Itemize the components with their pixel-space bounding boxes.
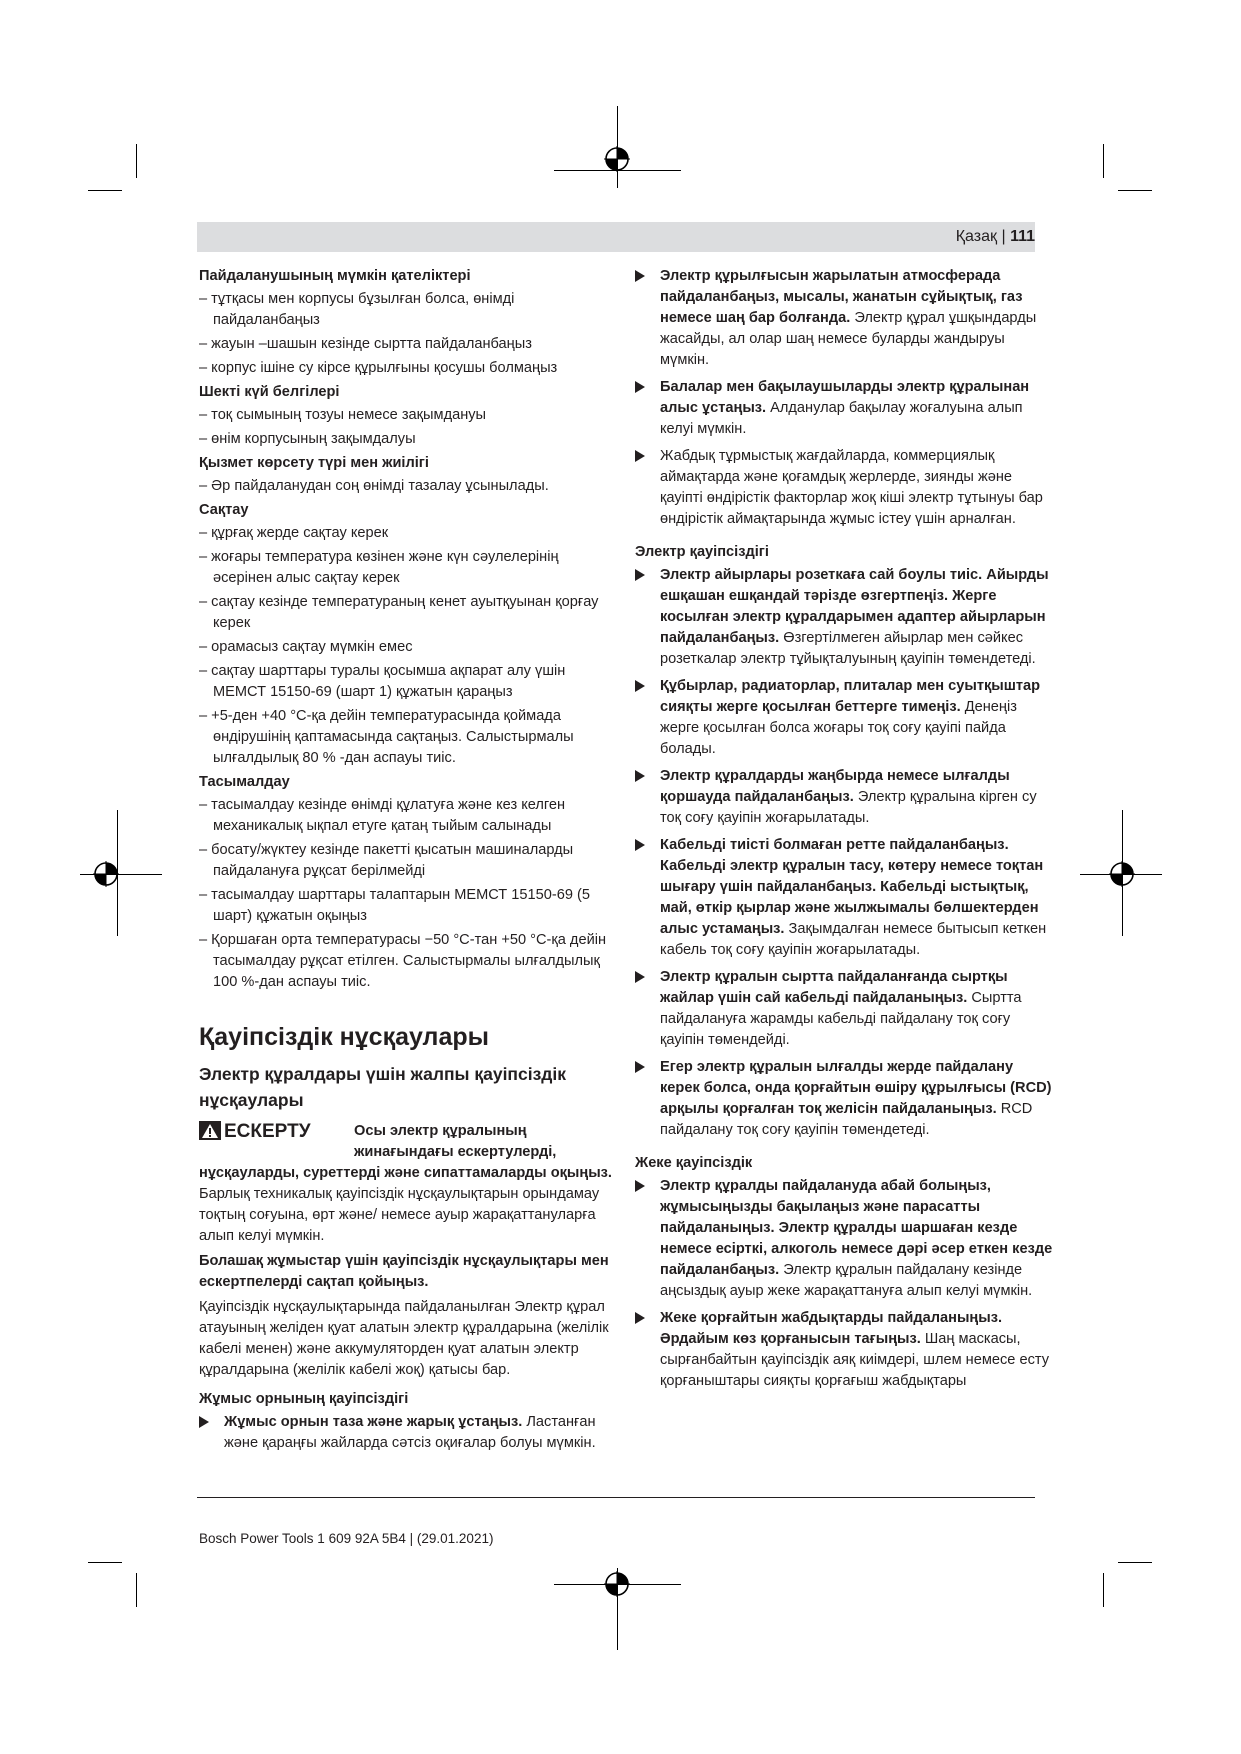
electrical-heading: Электр қауіпсіздігі <box>635 544 769 560</box>
bullet-item: Электр құралды пайдалануда абай болыңыз, жұмысыңызды бақылаңыз және парасатты пайдаланыңыз. Электр құралды шаршаған кезде немесе есірткі, алкоголь немесе дәрі әсер еткен кезде пайдаланбаңыз. Электр құралын пайдалану кезінде аңсыздық ауыр жеке жарақаттануға алып келуі мүмкін. <box>635 1176 1055 1302</box>
list-item: – жоғары температура көзінен және күн сәулелерінің әсерінен алыс сақтау керек <box>199 549 559 586</box>
list-item: – +5-ден +40 °C-қа дейін температурасында қоймада өндірушінің қаптамасында сақтаңыз. Салыстырмалы ылғалдылық 80 % -дан аспауы тиіс. <box>199 708 574 766</box>
section-limit-states <box>199 382 613 450</box>
section-service <box>199 453 613 497</box>
list-item: – жауын –шашын кезінде сыртта пайдаланбаңыз <box>199 336 532 352</box>
bullet-item: Электр айырлары розеткаға сай боулы тиіс. Айырды ешқашан ешқандай тәрізде өзгертпеңіз. Жерге косылған электр құралдарымен адаптер айырларын пайдаланбаңыз. Өзгертілмеген айырлар мен сәйкес розеткалар электр тұйықталуының қауіпін төмендетеді. <box>635 565 1055 670</box>
list-item: – орамасыз сақтау мүмкін емес <box>199 639 413 655</box>
bullet-item: Жеке қорғайтын жабдықтарды пайдаланыңыз. Әрдайым көз қорғанысын тағыңыз. Шаң маскасы, сырғанбайтын қауіпсіздік аяқ киімдері, шлем немесе есту қорғаныштары сияқты қорғағыш жабдықтары <box>635 1308 1055 1392</box>
section-title: Пайдаланушының мүмкін қателіктері <box>199 268 471 284</box>
registration-target-icon <box>604 146 630 172</box>
registration-target-icon <box>1109 861 1135 887</box>
section-title: Қызмет көрсету түрі мен жиілігі <box>199 455 429 471</box>
list-item: – Әр пайдаланудан соң өнімді тазалау ұсынылады. <box>199 478 549 494</box>
bullet-item: Жұмыс орнын таза және жарық ұстаңыз. Ластанған және қараңғы жайларда сәтсіз оқиғалар болуы мүмкін. <box>199 1412 613 1454</box>
list-item: – құрғақ жерде сақтау керек <box>199 525 389 541</box>
personal-heading: Жеке қауіпсіздік <box>635 1155 753 1171</box>
list-item: – өнім корпусының зақымдалуы <box>199 431 416 447</box>
list-item: – тоқ сымының тозуы немесе зақымдануы <box>199 407 487 423</box>
crop-mark <box>1103 144 1104 178</box>
list-item: – босату/жүктеу кезінде пакетті қысатын машиналарды пайдалануға рұқсат берілмейді <box>199 842 574 879</box>
crop-mark <box>136 1573 137 1607</box>
page-header: Қазақ | 111 <box>955 228 1035 245</box>
bullet-item: Кабельді тиісті болмаған ретте пайдаланбаңыз. Кабельді электр құралын тасу, көтеру немесе тоқтан шығару үшін пайдаланбаңыз. Кабельді ыстықтық, май, өткір қырлар және жылжымалы бөлшектерден алыс устамаңыз. Зақымдалған немесе бытысып кеткен кабель тоқ соғу қауіпін жоғарылатады. <box>635 835 1055 961</box>
general-safety-heading: Электр құралдары үшін жалпы қауіпсіздік нұсқаулары <box>199 1064 567 1110</box>
section-title: Сақтау <box>199 502 249 518</box>
list-item: – сақтау кезінде температураның кенет ауытқуынан қорғау керек <box>199 594 599 631</box>
bullet-item: Электр құралын сыртта пайдаланғанда сыртқы жайлар үшін сай кабельді пайдаланыңыз. Сыртта пайдалануға жарамды кабельді пайдалану тоқ соғу қауіпін төмендейді. <box>635 967 1055 1051</box>
section-title: Тасымалдау <box>199 774 290 790</box>
crop-mark <box>1103 1573 1104 1607</box>
page-number: 111 <box>1010 228 1035 245</box>
bullet-arrow-icon <box>635 1061 645 1073</box>
crop-mark <box>88 190 122 191</box>
warning-label <box>199 1121 354 1143</box>
safety-heading: Қауіпсіздік нұсқаулары <box>199 1023 489 1051</box>
bullet-arrow-icon <box>635 680 645 692</box>
registration-target-icon <box>93 861 119 887</box>
bullet-arrow-icon <box>635 1312 645 1324</box>
bullet-arrow-icon <box>635 450 645 462</box>
bullet-arrow-icon <box>635 270 645 282</box>
right-column <box>635 266 1055 1398</box>
bullet-item: Егер электр құралын ылғалды жерде пайдалану керек болса, онда қорғайтын өшіру құрылғысы (RCD) арқылы қорғалған тоқ желісін пайдаланыңыз. RCD пайдалану тоқ соғу қауіпін төмендетеді. <box>635 1057 1055 1141</box>
section-storage <box>199 500 613 769</box>
warning-triangle-icon <box>199 1121 221 1140</box>
crop-mark <box>1118 190 1152 191</box>
warning-label-text: ЕСКЕРТУ <box>224 1121 311 1142</box>
header-bar <box>197 222 1035 252</box>
bullet-arrow-icon <box>635 839 645 851</box>
warning-block <box>199 1121 613 1247</box>
section-user-errors <box>199 266 613 379</box>
footer-rule <box>197 1497 1035 1498</box>
bullet-arrow-icon <box>635 971 645 983</box>
bullet-arrow-icon <box>199 1416 209 1428</box>
workplace-heading: Жұмыс орнының қауіпсіздігі <box>199 1391 409 1407</box>
registration-target-icon <box>604 1571 630 1597</box>
bullet-arrow-icon <box>635 569 645 581</box>
term-paragraph: Қауіпсіздік нұсқаулықтарында пайдаланылған Электр құрал атауының желіден қуат алатын электр құралдарына (желілік кабелі менен) және аккумуляторден қуат алатын электр құралдарына (желілік кабелі жоқ) қатысы бар. <box>199 1299 609 1378</box>
keep-instructions: Болашақ жұмыстар үшін қауіпсіздік нұсқаулықтары мен ескертпелерді сақтап қойыңыз. <box>199 1253 609 1290</box>
crop-mark <box>88 1562 122 1563</box>
left-column <box>199 266 613 1460</box>
list-item: – сақтау шарттары туралы қосымша ақпарат алу үшін МЕМСТ 15150-69 (шарт 1) құжатын қараңыз <box>199 663 566 700</box>
crop-mark <box>1118 1562 1152 1563</box>
section-transport <box>199 772 613 993</box>
bullet-item: Электр құралдарды жаңбырда немесе ылғалды қоршауда пайдаланбаңыз. Электр құралына кірген су тоқ соғу қауіпін жоғарылатады. <box>635 766 1055 829</box>
header-language: Қазақ <box>955 228 998 245</box>
bullet-arrow-icon <box>635 1180 645 1192</box>
section-title: Шекті күй белгілері <box>199 384 340 400</box>
bullet-arrow-icon <box>635 770 645 782</box>
warning-bold-text: Осы электр құралының жинағындағы ескертулерді, нұсқауларды, суреттерді және сипаттамаларды оқыңыз. <box>199 1123 612 1181</box>
warning-normal-text: Барлық техникалық қауіпсіздік нұсқаулықтарын орындамау тоқтың соғуына, өрт және/ немесе ауыр жарақаттануларға алып келуі мүмкін. <box>199 1186 600 1244</box>
bullet-item: Жабдық тұрмыстық жағдайларда, коммерциялық аймақтарда және қоғамдық жерлерде, зиянды және қауіпті өндірістік факторлар жоқ кіші электр тұтынуы бар өндірістік аймақтарында жұмыс істеу үшін арналған. <box>635 446 1055 530</box>
list-item: – тасымалдау шарттары талаптарын МЕМСТ 15150-69 (5 шарт) құжатын оқыңыз <box>199 887 590 924</box>
list-item: – тұтқасы мен корпусы бұзылған болса, өнімді пайдаланбаңыз <box>199 291 515 328</box>
list-item: – корпус ішіне су кірсе құрылғыны қосушы болмаңыз <box>199 360 558 376</box>
crop-mark <box>136 144 137 178</box>
list-item: – Қоршаған орта температурасы −50 °C-тан +50 °C-қа дейін тасымалдау рұқсат етілген. Салыстырмалы ылғалдылық 100 %-дан аспауы тиіс. <box>199 932 607 990</box>
bullet-item: Электр құрылғысын жарылатын атмосферада пайдаланбаңыз, мысалы, жанатын сұйықтық, газ немесе шаң бар болғанда. Электр құрал ұшқындарды жасайды, ал олар шаң немесе буларды жандыруы мүмкін. <box>635 266 1055 371</box>
bullet-item: Балалар мен бақылаушыларды электр құралынан алыс ұстаңыз. Алданулар бақылау жоғалуына алып келуі мүмкін. <box>635 377 1055 440</box>
footer-text: Bosch Power Tools 1 609 92A 5B4 | (29.01.2021) <box>199 1531 494 1546</box>
list-item: – тасымалдау кезінде өнімді құлатуға және кез келген механикалық ықпал етуге қатаң тыйым салынады <box>199 797 566 834</box>
bullet-item: Құбырлар, радиаторлар, плиталар мен суытқыштар сияқты жерге қосылған беттерге тимеңіз. Денеңіз жерге қосылған болса жоғары тоқ соғу қауіпі пайда болады. <box>635 676 1055 760</box>
bullet-arrow-icon <box>635 381 645 393</box>
